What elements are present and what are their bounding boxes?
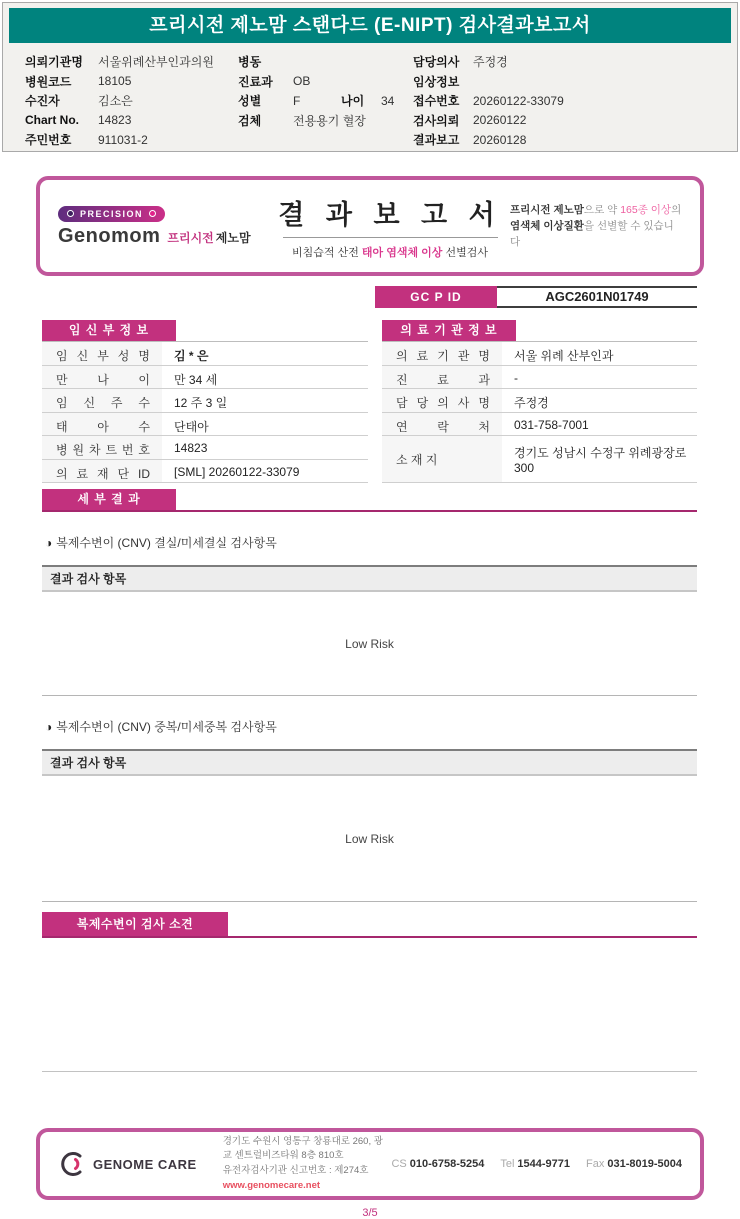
patient-info-tab: 임 신 부 정 보 bbox=[42, 320, 176, 341]
field-value: 34 bbox=[381, 93, 395, 108]
field-label: 임상정보 bbox=[413, 74, 460, 89]
row-label: 소 재 지 bbox=[382, 436, 502, 482]
cnv-duplication-title bbox=[45, 718, 697, 735]
detail-results-header bbox=[42, 489, 697, 512]
field-label: 접수번호 bbox=[413, 94, 460, 109]
table-row bbox=[382, 436, 697, 483]
row-value: - bbox=[514, 370, 518, 385]
table-row bbox=[382, 342, 697, 366]
document-header-box bbox=[36, 176, 704, 276]
contact-label: Fax bbox=[586, 1158, 605, 1170]
field-label: 성별 bbox=[238, 94, 262, 109]
row-value: 주정경 bbox=[514, 396, 549, 410]
field-label: 검사의뢰 bbox=[413, 113, 460, 128]
contact-value: 010-6758-5254 bbox=[409, 1158, 485, 1170]
result-table-header: 결과 검사 항목 bbox=[42, 749, 697, 776]
table-row bbox=[382, 389, 697, 413]
row-label: 담 당 의 사 명 bbox=[382, 389, 502, 412]
table-row bbox=[42, 366, 368, 390]
field-label: 의뢰기관명 bbox=[25, 55, 83, 70]
order-info-panel bbox=[2, 2, 738, 152]
subsection-title-text: 복제수변이 (CNV) 중복/미세중복 검사항목 bbox=[56, 720, 277, 734]
promo-text-part: 의 bbox=[671, 203, 682, 216]
gcp-id-value: AGC2601N01749 bbox=[497, 286, 697, 308]
precision-badge bbox=[58, 206, 165, 222]
row-value: 031-758-7001 bbox=[514, 417, 589, 432]
findings-tab: 복제수변이 검사 소견 bbox=[42, 912, 228, 936]
half-circle-icon: ◑ bbox=[45, 720, 53, 734]
brand-line bbox=[58, 225, 270, 248]
row-label: 태 아 수 bbox=[42, 413, 162, 436]
field-label: 병동 bbox=[238, 55, 262, 70]
promo-highlight: 165종 이상 bbox=[620, 203, 672, 216]
field-value: 20260122 bbox=[473, 113, 527, 128]
row-value: [SML] 20260122-33079 bbox=[174, 464, 300, 479]
genome-care-logo bbox=[58, 1149, 197, 1179]
address-line: 유전자검사기관 신고번호 : 제274호 bbox=[222, 1165, 369, 1176]
gcp-id-row bbox=[375, 286, 697, 308]
promo-bold: 프리시전 제노맘 bbox=[510, 203, 584, 216]
promo-bold: 염색체 이상질환 bbox=[510, 219, 584, 232]
field-value: 20260128 bbox=[473, 132, 527, 147]
genome-care-logo-icon bbox=[58, 1149, 88, 1179]
document-title: 결 과 보 고 서 bbox=[278, 199, 502, 230]
table-row bbox=[382, 413, 697, 437]
row-label: 의 료 기 관 명 bbox=[382, 342, 502, 365]
half-circle-icon: ◑ bbox=[45, 536, 53, 550]
row-label: 임 신 부 성 명 bbox=[42, 342, 162, 365]
row-label: 연 락 처 bbox=[382, 413, 502, 436]
footer-contacts bbox=[391, 1158, 682, 1170]
cnv-deletion-result: Low Risk bbox=[42, 592, 697, 696]
subsection-title-text: 복제수변이 (CNV) 결실/미세결실 검사항목 bbox=[56, 536, 277, 550]
brand-name-en: Genomom bbox=[58, 225, 161, 247]
page-number: 3/5 bbox=[362, 1207, 378, 1219]
row-value: 만 34 세 bbox=[174, 372, 218, 387]
promo-text bbox=[510, 202, 682, 251]
row-value: 12 주 3 일 bbox=[174, 396, 228, 410]
field-label: 나이 bbox=[341, 94, 365, 109]
field-label: 주민번호 bbox=[25, 133, 72, 148]
website-link: www.genomecare.net bbox=[222, 1179, 321, 1191]
brand-name-kr-pink: 프리시전 bbox=[167, 231, 214, 245]
contact-value: 031-8019-5004 bbox=[607, 1158, 682, 1170]
findings-body bbox=[42, 938, 697, 1072]
cnv-duplication-result: Low Risk bbox=[42, 776, 697, 902]
field-value: 주정경 bbox=[473, 55, 508, 70]
field-label: 병원코드 bbox=[25, 74, 72, 89]
detail-results-tab: 세 부 결 과 bbox=[42, 489, 176, 510]
subtitle-suffix: 선별검사 bbox=[442, 246, 488, 259]
contact-label: Tel bbox=[500, 1158, 515, 1170]
row-value: 서울 위례 산부인과 bbox=[514, 349, 614, 363]
row-value: 단태아 bbox=[174, 419, 209, 434]
contact-item bbox=[391, 1158, 484, 1170]
row-value: 김 * 은 bbox=[174, 349, 209, 363]
clinic-info-section bbox=[382, 320, 697, 483]
contact-label: CS bbox=[391, 1158, 407, 1170]
field-label: 검체 bbox=[238, 113, 262, 128]
clinic-info-table bbox=[382, 341, 697, 483]
table-row bbox=[42, 413, 368, 437]
field-value: 20260122-33079 bbox=[473, 93, 564, 108]
address-line: 경기도 수원시 영통구 창룡대로 260, 광교 센트럴비즈타워 8층 810호 bbox=[222, 1135, 383, 1162]
promo-text-part: 을 선별할 수 있습니다 bbox=[510, 219, 674, 249]
document-subtitle bbox=[270, 244, 510, 260]
table-row bbox=[42, 460, 368, 484]
field-value: 전용용기 혈장 bbox=[293, 113, 366, 128]
field-label: 진료과 bbox=[238, 74, 273, 89]
row-value: 14823 bbox=[174, 441, 208, 455]
table-row bbox=[382, 366, 697, 390]
field-label: 담당의사 bbox=[413, 55, 460, 70]
field-label: 수진자 bbox=[25, 94, 60, 109]
field-value: F bbox=[293, 93, 301, 108]
contact-item bbox=[586, 1158, 682, 1170]
badge-dot-icon bbox=[149, 210, 156, 217]
clinic-info-tab: 의 료 기 관 정 보 bbox=[382, 320, 516, 341]
field-value: 김소은 bbox=[98, 94, 133, 109]
row-label: 진 료 과 bbox=[382, 366, 502, 389]
order-col-3 bbox=[413, 52, 737, 150]
badge-dot-icon bbox=[67, 210, 74, 217]
field-value: 서울위례산부인과의원 bbox=[98, 55, 214, 70]
footer-box bbox=[36, 1128, 704, 1200]
subtitle-highlight: 태아 염색체 이상 bbox=[361, 246, 443, 259]
subtitle-prefix: 비침습적 산전 bbox=[292, 246, 362, 259]
row-value: 경기도 성남시 수정구 위례광장로 300 bbox=[514, 445, 687, 475]
patient-info-section bbox=[42, 320, 368, 483]
table-row bbox=[42, 342, 368, 366]
footer-address bbox=[223, 1135, 392, 1194]
field-value: 18105 bbox=[98, 74, 132, 89]
field-label: 결과보고 bbox=[413, 133, 460, 148]
genomom-logo bbox=[58, 204, 270, 248]
brand-name-kr-dark: 제노맘 bbox=[215, 231, 251, 245]
info-tables bbox=[42, 320, 697, 483]
row-label: 임 신 주 수 bbox=[42, 389, 162, 412]
contact-item bbox=[500, 1158, 570, 1170]
order-col-2 bbox=[238, 52, 413, 150]
order-col-1 bbox=[25, 52, 238, 150]
contact-value: 1544-9771 bbox=[517, 1158, 571, 1170]
row-label: 의 료 재 단 ID bbox=[42, 460, 162, 483]
report-title-bar: 프리시전 제노맘 스탠다드 (E-NIPT) 검사결과보고서 bbox=[9, 8, 731, 43]
document-title-block bbox=[270, 193, 510, 260]
field-value: OB bbox=[293, 74, 311, 89]
precision-badge-label: PRECISION bbox=[80, 208, 144, 219]
row-label: 병 원 차 트 번 호 bbox=[42, 436, 162, 459]
table-row bbox=[42, 436, 368, 460]
field-value: 14823 bbox=[98, 113, 132, 128]
order-fields bbox=[3, 43, 737, 150]
title-divider bbox=[283, 237, 498, 238]
report-page bbox=[0, 2, 740, 1219]
table-row bbox=[42, 389, 368, 413]
findings-header bbox=[42, 912, 697, 938]
field-value: 911031-2 bbox=[98, 132, 148, 147]
field-label: Chart No. bbox=[25, 113, 79, 128]
gcp-id-label: GC P ID bbox=[375, 286, 497, 308]
genome-care-logo-text: GENOME CARE bbox=[93, 1156, 197, 1172]
patient-info-table bbox=[42, 341, 368, 483]
row-label: 만 나 이 bbox=[42, 366, 162, 389]
result-table-header: 결과 검사 항목 bbox=[42, 565, 697, 592]
cnv-deletion-title bbox=[45, 534, 697, 551]
promo-text-part: 으로 약 bbox=[583, 203, 621, 216]
